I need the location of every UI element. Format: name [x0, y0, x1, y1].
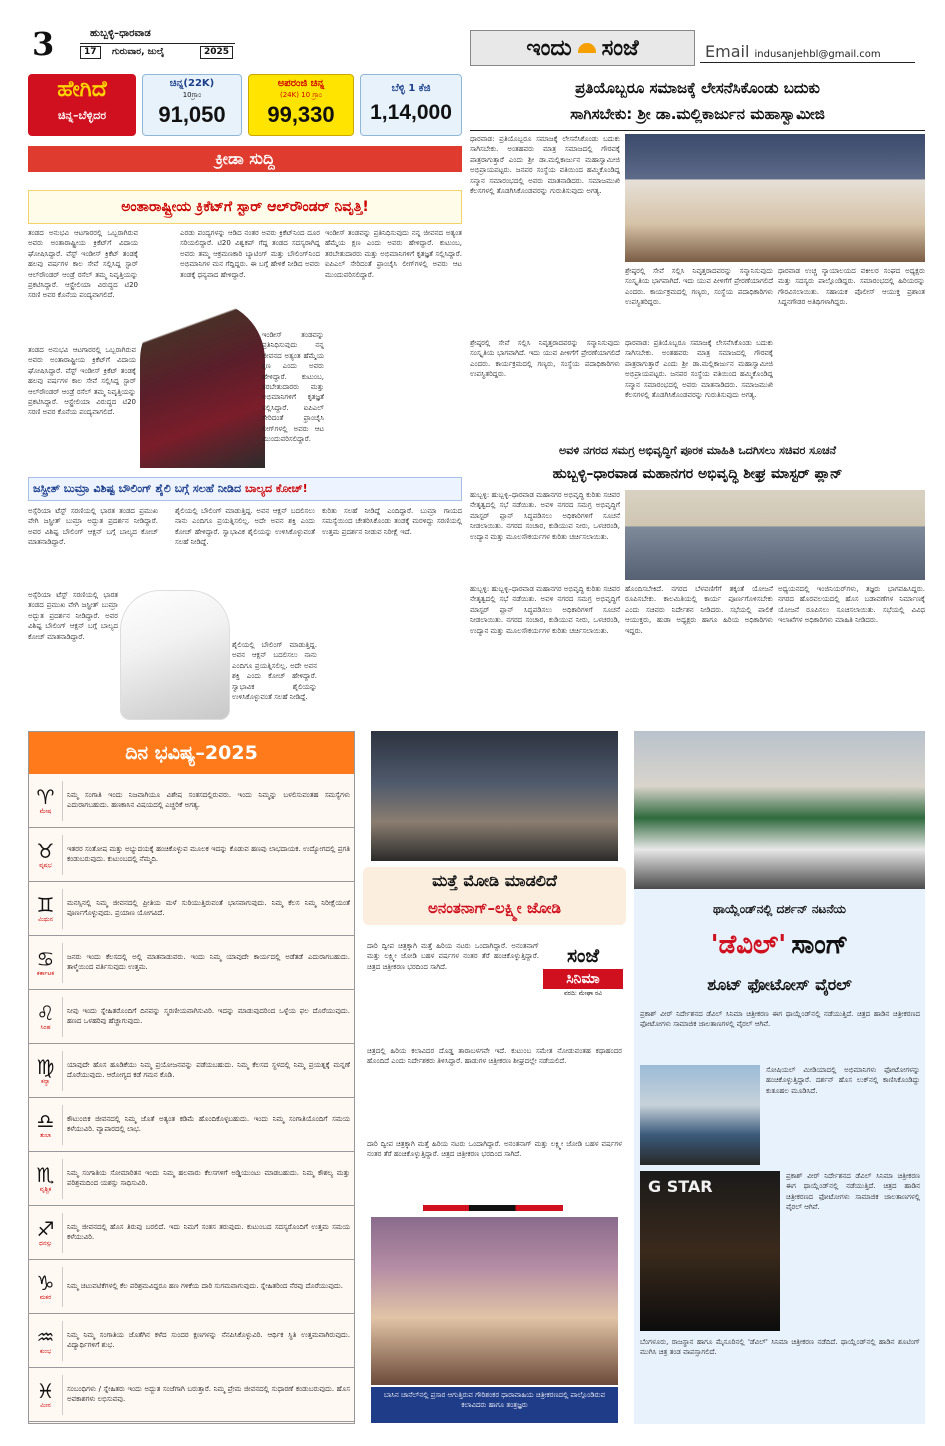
email-address[interactable]: indusanjehbl@gmail.com: [754, 49, 881, 60]
zodiac-sign-icon: [29, 781, 63, 821]
bumrah-headline-a: ಜಸ್ಪ್ರೀತ್ ಬುಮ್ರಾ ವಿಶಿಷ್ಟ ಬೌಲಿಂಗ್ ಶೈಲಿ ಬಗ್ಗೆ ಸಲಹೆ ನೀಡಿದ: [33, 482, 242, 495]
horoscope-row: [29, 1152, 354, 1206]
bumrah-col2: ಶೈಲಿಯಲ್ಲಿ ಬೌಲಿಂಗ್ ಮಾಡುತ್ತಿದ್ದ. ಅವನ ಆಕ್ಷನ್ ಬದಲಿಸಲು ನಾನು ಎಂದಿಗೂ ಪ್ರಯತ್ನಿಸಲಿಲ್ಲ. ಅದೇ ಅವನ ಶಕ್ತಿ ಎಂದು ಕೋಚ್ ಹೇಳಿದ್ದಾರೆ. ಸ್ವಾಭಾವಿಕ ಶೈಲಿಯನ್ನು ಉಳಿಸಿಕೊಳ್ಳುವಂತೆ ಸಲಹೆ ನೀಡಿದ್ದೆ.: [175, 507, 315, 547]
cinema-divider: [423, 1205, 563, 1211]
page-number: 3: [32, 25, 55, 63]
zodiac-prediction: ನೀವು ಇಂದು ಸ್ನೇಹಿತರೊಂದಿಗೆ ದಿನವನ್ನು ಸ್ಮರಣೀಯವಾಗಿಸುವಿರಿ. ಇದನ್ನು ಮಾಡುವುದರಿಂದ ಒಳ್ಳೆಯ ಫಲ ದೊರೆಯುವುದು. ಹಣದ ಒಳಹರಿವು ಹೆಚ್ಚಾಗುವುದು.: [67, 1007, 350, 1025]
zodiac-sign-icon: [29, 1267, 63, 1307]
devil-headline-q: 'ಡೆವಿಲ್': [710, 930, 787, 960]
bumrah-photo: [120, 590, 230, 720]
horoscope-row: [29, 1260, 354, 1314]
silver-value: 1,14,000: [370, 101, 452, 124]
sports-headline: [28, 190, 462, 224]
horoscope-row: [29, 1098, 354, 1152]
sports-banner-text: ಕ್ರೀಡಾ ಸುದ್ದಿ: [215, 149, 275, 168]
masterplan-col1-cont: ಹುಬ್ಬಳ್ಳಿ: ಹುಬ್ಬಳ್ಳಿ–ಧಾರವಾಡ ಮಹಾನಗರ ಅಭಿವೃದ್ಧಿ ಕುರಿತು ಸಚಿವರ ನೇತೃತ್ವದಲ್ಲಿ ಸಭೆ ನಡೆಯಿತು. ಅವಳಿ ನಗರದ ಸಮಗ್ರ ಅಭಿವೃದ್ಧಿಗೆ ಮಾಸ್ಟರ್ ಪ್ಲಾನ್ ಸಿದ್ಧಪಡಿಸಲು ಅಧಿಕಾರಿಗಳಿಗೆ ಸೂಚನೆ ನೀಡಲಾಯಿತು. ನಗರದ ಸಂಚಾರ, ಕುಡಿಯುವ ನೀರು, ಒಳಚರಂಡಿ, ಉದ್ಯಾನ ಮತ್ತು ಮೂಲಸೌಕರ್ಯಗಳ ಕುರಿತು ಚರ್ಚಿಸಲಾಯಿತು.: [470, 585, 620, 635]
zodiac-symbol: ♉: [36, 838, 55, 863]
cinema-headline-2: ಅನಂತನಾಗ್–ಲಕ್ಷ್ಮೀ ಜೋಡಿ: [428, 899, 561, 917]
horoscope-row: [29, 1368, 354, 1422]
horoscope-row: [29, 1206, 354, 1260]
horoscope-row: [29, 882, 354, 936]
zodiac-prediction: ನಿಮ್ಮ ಸಂಗಾತಿಯ ಸೋಮಾರಿತನ ಇಂದು ನಿಮ್ಮ ಹಲವಾರು ಕೆಲಸಗಳಿಗೆ ಅಡ್ಡಿಯುಂಟು ಮಾಡಬಹುದು. ನಿಮ್ಮ ಕೌಶಲ್ಯ ಮತ್ತು ಪರಿಶ್ರಮದಿಂದ ಯಶಸ್ಸು ಸಾಧಿಸುವಿರಿ.: [67, 1169, 350, 1187]
swamiji-headline-block: [470, 75, 925, 129]
zodiac-prediction: ನಿಮ್ಮ ಜೀವನದಲ್ಲಿ ಹೊಸ ತಿರುವು ಬರಲಿದೆ. ಇದು ನಿಮಗೆ ಸಂತಸ ತರುವುದು. ಕುಟುಂಬದ ಸದಸ್ಯರೊಂದಿಗೆ ಉತ್ತಮ ಸಮಯ ಕಳೆಯುವಿರಿ.: [67, 1223, 350, 1241]
zodiac-name: ಮಕರ: [39, 1293, 52, 1301]
swamiji-col3: ಧಾರವಾಡ ಉಚ್ಚ ನ್ಯಾಯಾಲಯದ ವಕೀಲರ ಸಂಘದ ಅಧ್ಯಕ್ಷರು ಮತ್ತು ಸದಸ್ಯರು ಪಾಲ್ಗೊಂಡಿದ್ದರು. ಸಮಾರಂಭದಲ್ಲಿ ಹಿರಿಯರನ್ನು ಗೌರವಿಸಲಾಯಿತು. ಸಹಾಯಕ ಪೊಲೀಸ್ ಆಯುಕ್ತ ಪ್ರಶಾಂತ ಸಿದ್ದನಗೌಡರ ಅತಿಥಿಗಳಾಗಿದ್ದರು.: [778, 267, 925, 307]
zodiac-sign-icon: [29, 1375, 63, 1415]
zodiac-symbol: ♒: [36, 1324, 55, 1349]
swamiji-col1-cont: ಶ್ರೇಷ್ಠರಲ್ಲಿ ಸೇವೆ ಸಲ್ಲಿಸಿ ನಿವೃತ್ತರಾದವರನ್ನು ಸನ್ಮಾನಿಸುವುದು ಸಂಸ್ಕೃತಿಯ ಭಾಗವಾಗಿದೆ. ಇದು ಯುವ ಪೀಳಿಗೆಗೆ ಪ್ರೇರಣೆಯಾಗಲಿದೆ ಎಂದರು. ಕಾರ್ಯಕ್ರಮದಲ್ಲಿ ಗಣ್ಯರು, ಸಂಸ್ಥೆಯ ಪದಾಧಿಕಾರಿಗಳು ಉಪಸ್ಥಿತರಿದ್ದರು.: [470, 339, 620, 379]
cinema-body-1: ದಾರಿ ದ್ವೀಪ ಚಿತ್ರಕ್ಕಾಗಿ ಮತ್ತೆ ಹಿರಿಯ ನಟರು ಒಂದಾಗಿದ್ದಾರೆ. ಅನಂತನಾಗ್ ಮತ್ತು ಲಕ್ಷ್ಮೀ ಜೋಡಿ ಬಹಳ ವರ್ಷಗಳ ನಂತರ ತೆರೆ ಹಂಚಿಕೊಳ್ಳುತ್ತಿದ್ದಾರೆ. ಚಿತ್ರದ ಚಿತ್ರೀಕರಣ ಭರದಿಂದ ಸಾಗಿದೆ.: [367, 942, 539, 971]
swamiji-headline-2: ಸಾಗಿಸಬೇಕು: ಶ್ರೀ ಡಾ.ಮಲ್ಲಿಕಾರ್ಜುನ ಮಹಾಸ್ವಾಮೀಜಿ: [570, 105, 825, 123]
silver-label: ಬೆಳ್ಳಿ 1 ಕೆಜಿ: [391, 83, 431, 94]
masterplan-headline-2: ಹುಬ್ಬಳ್ಳಿ–ಧಾರವಾಡ ಮಹಾನಗರ ಅಭಿವೃದ್ಧಿ ಶೀಘ್ರ ಮಾಸ್ಟರ್ ಪ್ಲಾನ್: [552, 466, 843, 482]
rates-title: [28, 74, 136, 136]
newspaper-logo: [470, 30, 695, 66]
date-day: 17: [80, 46, 101, 59]
zodiac-prediction: ಯಾವುದೇ ಹೊಸ ಹೂಡಿಕೆಯು ನಿಮ್ಮ ಪ್ರಯೋಜನವನ್ನು ಪಡೆಯಬಹುದು. ನಿಮ್ಮ ಕೆಲಸದ ಸ್ಥಳದಲ್ಲಿ ನಿಮ್ಮ ಪ್ರಯತ್ನಕ್ಕೆ ಮನ್ನಣೆ ದೊರೆಯುವುದು. ಆರೋಗ್ಯದ ಕಡೆ ಗಮನ ಕೊಡಿ.: [67, 1061, 350, 1079]
sanje-cinema-logo: [543, 943, 623, 1003]
zodiac-name: ಮೀನ: [40, 1401, 51, 1409]
cinema-logo-1: ಸಂಜೆ: [566, 945, 600, 967]
cinema-headline-box: [363, 867, 626, 925]
zodiac-symbol: ♋: [36, 946, 55, 971]
sports-col1-cont: ತಂಡದ ಅನುಭವಿ ಆಟಗಾರರಲ್ಲಿ ಒಬ್ಬರಾಗಿರುವ ಅವರು ಅಂತಾರಾಷ್ಟ್ರೀಯ ಕ್ರಿಕೆಟ್‌ಗೆ ವಿದಾಯ ಘೋಷಿಸಿದ್ದಾರೆ. ವೆಸ್ಟ್ ಇಂಡೀಸ್ ಕ್ರಿಕೆಟ್ ತಂಡಕ್ಕೆ ಹಲವು ವರ್ಷಗಳ ಕಾಲ ಸೇವೆ ಸಲ್ಲಿಸಿದ್ದ ಸ್ಟಾರ್ ಆಲ್‌ರೌಂಡರ್ ಆಂಡ್ರೆ ರಸೆಲ್ ತಮ್ಮ ನಿವೃತ್ತಿಯನ್ನು ಪ್ರಕಟಿಸಿದ್ದಾರೆ. ಆಸ್ಟ್ರೇಲಿಯಾ ವಿರುದ್ಧದ ಟಿ20 ಸರಣಿ ಅವರ ಕೊನೆಯ ಪಂದ್ಯವಾಗಲಿದೆ.: [28, 346, 136, 417]
horoscope-panel: [28, 731, 355, 1424]
zodiac-symbol: ♑: [36, 1270, 55, 1295]
zodiac-sign-icon: [29, 1213, 63, 1253]
zodiac-symbol: ♌: [36, 1000, 55, 1025]
devil-group-photo: [634, 731, 925, 889]
devil-poster-text: G STAR: [648, 1177, 713, 1196]
horoscope-row: [29, 936, 354, 990]
sports-col1: ತಂಡದ ಅನುಭವಿ ಆಟಗಾರರಲ್ಲಿ ಒಬ್ಬರಾಗಿರುವ ಅವರು ಅಂತಾರಾಷ್ಟ್ರೀಯ ಕ್ರಿಕೆಟ್‌ಗೆ ವಿದಾಯ ಘೋಷಿಸಿದ್ದಾರೆ. ವೆಸ್ಟ್ ಇಂಡೀಸ್ ಕ್ರಿಕೆಟ್ ತಂಡಕ್ಕೆ ಹಲವು ವರ್ಷಗಳ ಕಾಲ ಸೇವೆ ಸಲ್ಲಿಸಿದ್ದ ಸ್ಟಾರ್ ಆಲ್‌ರೌಂಡರ್ ಆಂಡ್ರೆ ರಸೆಲ್ ತಮ್ಮ ನಿವೃತ್ತಿಯನ್ನು ಪ್ರಕಟಿಸಿದ್ದಾರೆ. ಆಸ್ಟ್ರೇಲಿಯಾ ವಿರುದ್ಧದ ಟಿ20 ಸರಣಿ ಅವರ ಕೊನೆಯ ಪಂದ್ಯವಾಗಲಿದೆ.: [28, 229, 138, 300]
horoscope-row: [29, 1044, 354, 1098]
devil-headline-rest: ಸಾಂಗ್: [791, 930, 849, 960]
zodiac-name: ಮೇಷ: [39, 807, 52, 815]
bumrah-col3: ಕುರಿತು ಸಲಹೆ ನೀಡಿದ್ದೆ ಎಂದಿದ್ದಾರೆ. ಬುಮ್ರಾ ಗಾಯದ ಸಮಸ್ಯೆಯಿಂದ ಚೇತರಿಸಿಕೊಂಡು ತಂಡಕ್ಕೆ ಮರಳಿದ್ದು ಸರಣಿಯಲ್ಲಿ ಉತ್ತಮ ಪ್ರದರ್ಶನ ನೀಡುವ ನಿರೀಕ್ಷೆ ಇದೆ.: [322, 507, 462, 536]
horoscope-row: [29, 1314, 354, 1368]
logo-left-text: ಇಂದು: [526, 35, 572, 61]
sun-icon: [578, 43, 596, 53]
gold-22k-value: 91,050: [158, 102, 226, 127]
zodiac-sign-icon: [29, 1159, 63, 1199]
horoscope-row: [29, 774, 354, 828]
bumrah-col2-cont: ಶೈಲಿಯಲ್ಲಿ ಬೌಲಿಂಗ್ ಮಾಡುತ್ತಿದ್ದ. ಅವನ ಆಕ್ಷನ್ ಬದಲಿಸಲು ನಾನು ಎಂದಿಗೂ ಪ್ರಯತ್ನಿಸಲಿಲ್ಲ. ಅದೇ ಅವನ ಶಕ್ತಿ ಎಂದು ಕೋಚ್ ಹೇಳಿದ್ದಾರೆ. ಸ್ವಾಭಾವಿಕ ಶೈಲಿಯನ್ನು ಉಳಿಸಿಕೊಳ್ಳುವಂತೆ ಸಲಹೆ ನೀಡಿದ್ದೆ.: [232, 641, 317, 702]
zodiac-name: ವೃಶ್ಚಿಕ: [39, 1185, 52, 1193]
swamiji-event-photo: [625, 134, 925, 262]
gold-24k-sub: (24K) 10 ಗ್ರಾಂ: [280, 91, 322, 99]
zodiac-prediction: ಮನಸ್ಸಿನಲ್ಲಿ ನಿಮ್ಮ ಜೀವನದಲ್ಲಿ ಪ್ರೀತಿಯ ಮಳೆ ಸುರಿಯುತ್ತಿರುವಂತೆ ಭಾಸವಾಗುವುದು. ನಿಮ್ಮ ಕೆಲಸ ನಿಮ್ಮ ನಿರೀಕ್ಷೆಯಂತೆ ಪೂರ್ಣಗೊಳ್ಳುವುದು. ಪ್ರಯಾಣ ಯೋಗವಿದೆ.: [67, 899, 350, 917]
zodiac-sign-icon: [29, 889, 63, 929]
rates-title-line2: ಚಿನ್ನ–ಬೆಳ್ಳಿದರ: [57, 109, 107, 122]
zodiac-name: ಧನಸ್ಸು: [39, 1239, 52, 1247]
email-block: [705, 42, 881, 61]
gold-22k-sub: 10ಗ್ರಾಂ: [182, 91, 202, 99]
bumrah-col1-cont: ಅಸ್ಸೆರಿಯಾ ಟೆಸ್ಟ್ ಸರಣಿಯಲ್ಲಿ ಭಾರತ ತಂಡದ ಪ್ರಮುಖ ವೇಗಿ ಜಸ್ಪ್ರೀತ್ ಬುಮ್ರಾ ಅದ್ಭುತ ಪ್ರದರ್ಶನ ನೀಡಿದ್ದಾರೆ. ಅವರ ವಿಶಿಷ್ಟ ಬೌಲಿಂಗ್ ಆಕ್ಷನ್ ಬಗ್ಗೆ ಬಾಲ್ಯದ ಕೋಚ್ ಮಾತನಾಡಿದ್ದಾರೆ.: [28, 591, 118, 641]
zodiac-name: ಕುಂಭ: [39, 1347, 52, 1355]
gold-22k-box: [142, 74, 242, 136]
devil-photo-1: [640, 1065, 760, 1165]
horoscope-list: [29, 774, 354, 1422]
silver-box: [360, 74, 462, 136]
date-text: ಗುರುವಾರ, ಜುಲೈ: [112, 47, 165, 57]
cinema-body-3: ದಾರಿ ದ್ವೀಪ ಚಿತ್ರಕ್ಕಾಗಿ ಮತ್ತೆ ಹಿರಿಯ ನಟರು ಒಂದಾಗಿದ್ದಾರೆ. ಅನಂತನಾಗ್ ಮತ್ತು ಲಕ್ಷ್ಮೀ ಜೋಡಿ ಬಹಳ ವರ್ಷಗಳ ನಂತರ ತೆರೆ ಹಂಚಿಕೊಳ್ಳುತ್ತಿದ್ದಾರೆ. ಚಿತ್ರದ ಚಿತ್ರೀಕರಣ ಭರದಿಂದ ಸಾಗಿದೆ.: [367, 1140, 622, 1159]
horoscope-title: ದಿನ ಭವಿಷ್ಯ–2025: [125, 742, 258, 764]
gold-24k-label: ಅಪರಂಜಿ ಚಿನ್ನ: [277, 78, 325, 89]
horoscope-row: [29, 828, 354, 882]
zodiac-sign-icon: [29, 1105, 63, 1145]
gold-24k-value: 99,330: [267, 102, 335, 127]
devil-kicker: ಥಾಯ್ಲೆಂಡ್‌ನಲ್ಲಿ ದರ್ಶನ್ ನಟನೆಯ: [713, 902, 846, 916]
swamiji-col2-cont: ಧಾರವಾಡ: ಪ್ರತಿಯೊಬ್ಬರೂ ಸಮಾಜಕ್ಕೆ ಲೇಸನೆಸಿಕೊಂಡು ಬದುಕು ಸಾಗಿಸಬೇಕು. ಅಂತಹವರು ಮಾತ್ರ ಸಮಾಜದಲ್ಲಿ ಗೌರವಕ್ಕೆ ಪಾತ್ರರಾಗುತ್ತಾರೆ ಎಂದು ಶ್ರೀ ಡಾ.ಮಲ್ಲಿಕಾರ್ಜುನ ಮಹಾಸ್ವಾಮೀಜಿ ಅಭಿಪ್ರಾಯಪಟ್ಟರು. ಜನಪರ ಸಂಸ್ಥೆಯ ವತಿಯಿಂದ ಹಮ್ಮಿಕೊಂಡಿದ್ದ ಸನ್ಮಾನ ಸಮಾರಂಭದಲ್ಲಿ ಅವರು ಮಾತನಾಡಿದರು. ಸಮಾಜಮುಖಿ ಕೆಲಸಗಳಲ್ಲಿ ತೊಡಗಿಸಿಕೊಂಡವರನ್ನು ಗುರುತಿಸುವುದು ಅಗತ್ಯ.: [625, 339, 773, 400]
sports-banner: [28, 146, 462, 172]
zodiac-prediction: ಇತರರ ಸಂತೋಷ ಮತ್ತು ಅಭ್ಯುದಯಕ್ಕೆ ಹಂಚಿಕೊಳ್ಳುವ ಮೂಲಕ ಇದನ್ನು ಕೊಡುವ ಹಣವು ಲಾಭದಾಯಕ. ಉದ್ಯೋಗದಲ್ಲಿ ಪ್ರಗತಿ ಕಂಡುಬರುವುದು. ಕುಟುಂಬದಲ್ಲಿ ನೆಮ್ಮದಿ.: [67, 845, 350, 863]
swamiji-col2: ಶ್ರೇಷ್ಠರಲ್ಲಿ ಸೇವೆ ಸಲ್ಲಿಸಿ ನಿವೃತ್ತರಾದವರನ್ನು ಸನ್ಮಾನಿಸುವುದು ಸಂಸ್ಕೃತಿಯ ಭಾಗವಾಗಿದೆ. ಇದು ಯುವ ಪೀಳಿಗೆಗೆ ಪ್ರೇರಣೆಯಾಗಲಿದೆ ಎಂದರು. ಕಾರ್ಯಕ್ರಮದಲ್ಲಿ ಗಣ್ಯರು, ಸಂಸ್ಥೆಯ ಪದಾಧಿಕಾರಿಗಳು ಉಪಸ್ಥಿತರಿದ್ದರು.: [625, 267, 773, 307]
zodiac-symbol: ♏: [36, 1162, 55, 1187]
logo-right-text: ಸಂಜೆ: [601, 35, 639, 61]
devil-panel: [634, 731, 925, 1424]
zodiac-prediction: ಜನರು ಇಂದು ಕೆಲಸದಲ್ಲಿ ಅಲ್ಲಿ ಮಾತನಾಡುವರು. ಇಂದು ನಿಮ್ಮ ಯಾವುದೇ ಕಾರ್ಯದಲ್ಲಿ ಅಡೆತಡೆ ಎದುರಾಗಬಹುದು. ತಾಳ್ಮೆಯಿಂದ ವರ್ತಿಸುವುದು ಉತ್ತಮ.: [67, 953, 350, 971]
swamiji-col1: ಧಾರವಾಡ: ಪ್ರತಿಯೊಬ್ಬರೂ ಸಮಾಜಕ್ಕೆ ಲೇಸನೆಸಿಕೊಂಡು ಬದುಕು ಸಾಗಿಸಬೇಕು. ಅಂತಹವರು ಮಾತ್ರ ಸಮಾಜದಲ್ಲಿ ಗೌರವಕ್ಕೆ ಪಾತ್ರರಾಗುತ್ತಾರೆ ಎಂದು ಶ್ರೀ ಡಾ.ಮಲ್ಲಿಕಾರ್ಜುನ ಮಹಾಸ್ವಾಮೀಜಿ ಅಭಿಪ್ರಾಯಪಟ್ಟರು. ಜನಪರ ಸಂಸ್ಥೆಯ ವತಿಯಿಂದ ಹಮ್ಮಿಕೊಂಡಿದ್ದ ಸನ್ಮಾನ ಸಮಾರಂಭದಲ್ಲಿ ಅವರು ಮಾತನಾಡಿದರು. ಸಮಾಜಮುಖಿ ಕೆಲಸಗಳಲ್ಲಿ ತೊಡಗಿಸಿಕೊಂಡವರನ್ನು ಗುರುತಿಸುವುದು ಅಗತ್ಯ.: [470, 135, 620, 196]
devil-poster: [640, 1171, 780, 1331]
sports-col3: ಇಂಡೀಸ್ ತಂಡವನ್ನು ಪ್ರತಿನಿಧಿಸುವುದು ನನ್ನ ಜೀವನದ ಅತ್ಯಂತ ಹೆಮ್ಮೆಯ ಕ್ಷಣ ಎಂದು ಅವರು ಹೇಳಿದ್ದಾರೆ. ಕುಟುಂಬ, ತರಬೇತುದಾರರು ಮತ್ತು ಅಭಿಮಾನಿಗಳಿಗೆ ಕೃತಜ್ಞತೆ ಸಲ್ಲಿಸಿದ್ದಾರೆ. ಐಪಿಎಲ್ ಸೇರಿದಂತೆ ಫ್ರಾಂಚೈಸಿ ಲೀಗ್‌ಗಳಲ್ಲಿ ಅವರು ಆಟ ಮುಂದುವರಿಸಲಿದ್ದಾರೆ.: [325, 229, 462, 279]
zodiac-symbol: ♈: [36, 784, 55, 809]
zodiac-prediction: ನಿಮ್ಮ ಚಟುವಟಿಕೆಗಳಲ್ಲಿ ಕೆಲ ಪರಿಶ್ರಮವಿದ್ದರೂ ಹಣ ಗಳಿಕೆಯ ದಾರಿ ಸುಗಮವಾಗುವುದು. ಸ್ನೇಹಿತರಿಂದ ನೆರವು ದೊರೆಯುವುದು.: [67, 1281, 343, 1290]
sports-col4: ಇಂಡೀಸ್ ತಂಡವನ್ನು ಪ್ರತಿನಿಧಿಸುವುದು ನನ್ನ ಜೀವನದ ಅತ್ಯಂತ ಹೆಮ್ಮೆಯ ಕ್ಷಣ ಎಂದು ಅವರು ಹೇಳಿದ್ದಾರೆ. ಕುಟುಂಬ, ತರಬೇತುದಾರರು ಮತ್ತು ಅಭಿಮಾನಿಗಳಿಗೆ ಕೃತಜ್ಞತೆ ಸಲ್ಲಿಸಿದ್ದಾರೆ. ಐಪಿಎಲ್ ಸೇರಿದಂತೆ ಫ್ರಾಂಚೈಸಿ ಲೀಗ್‌ಗಳಲ್ಲಿ ಅವರು ಆಟ ಮುಂದುವರಿಸಲಿದ್ದಾರೆ.: [262, 331, 324, 444]
masterplan-col1: ಹುಬ್ಬಳ್ಳಿ: ಹುಬ್ಬಳ್ಳಿ–ಧಾರವಾಡ ಮಹಾನಗರ ಅಭಿವೃದ್ಧಿ ಕುರಿತು ಸಚಿವರ ನೇತೃತ್ವದಲ್ಲಿ ಸಭೆ ನಡೆಯಿತು. ಅವಳಿ ನಗರದ ಸಮಗ್ರ ಅಭಿವೃದ್ಧಿಗೆ ಮಾಸ್ಟರ್ ಪ್ಲಾನ್ ಸಿದ್ಧಪಡಿಸಲು ಅಧಿಕಾರಿಗಳಿಗೆ ಸೂಚನೆ ನೀಡಲಾಯಿತು. ನಗರದ ಸಂಚಾರ, ಕುಡಿಯುವ ನೀರು, ಒಳಚರಂಡಿ, ಉದ್ಯಾನ ಮತ್ತು ಮೂಲಸೌಕರ್ಯಗಳ ಕುರಿತು ಚರ್ಚಿಸಲಾಯಿತು.: [470, 491, 620, 541]
zodiac-symbol: ♐: [36, 1216, 55, 1241]
zodiac-prediction: ಕೌಟುಂಬಿಕ ಜೀವನದಲ್ಲಿ ನಿಮ್ಮ ಜೊತೆ ಅತ್ಯಂತ ಕಡಿಮೆ ಹೊಂದಿಕೊಳ್ಳಬಹುದು. ಇಂದು ನಿಮ್ಮ ಸಂಗಾತಿಯೊಂದಿಗೆ ಸಮಯ ಕಳೆಯುವಿರಿ. ವ್ಯಾಪಾರದಲ್ಲಿ ಲಾಭ.: [67, 1115, 350, 1133]
cinema-panel: [363, 731, 626, 1424]
cinema-headline-1: ಮತ್ತೆ ಮೋಡಿ ಮಾಡಲಿದೆ: [432, 871, 557, 890]
cinema-group-photo: [371, 731, 618, 861]
zodiac-sign-icon: [29, 943, 63, 983]
zodiac-name: ತುಲಾ: [39, 1131, 52, 1139]
zodiac-prediction: ನಿಮ್ಮ ಸಂಗಾತಿ ಇಂದು ನಿಜವಾಗಿಯೂ ವಿಶೇಷ ಸಂತಸದಲ್ಲಿರುವರು. ಇಂದು ನಿಮ್ಮನ್ನು ಬಳಲಿಸುವಂತಹ ಸಮಸ್ಯೆಗಳು ಎದುರಾಗಬಹುದು. ಹಣಕಾಸಿನ ವಿಷಯದಲ್ಲಿ ಎಚ್ಚರಿಕೆ ಅಗತ್ಯ.: [67, 791, 350, 809]
zodiac-sign-icon: [29, 997, 63, 1037]
serial-cast-photo: [371, 1217, 618, 1385]
zodiac-name: ಮಿಥುನ: [38, 915, 53, 923]
cinema-byline: ವರದಿ: ಮೇಘಾ ರವಿ: [563, 990, 603, 997]
zodiac-prediction: ಸಂಬಂಧಿಗಳು / ಸ್ನೇಹಿತರು ಇಂದು ಅದ್ಭುತ ಸಂಜೆಗಾಗಿ ಬರುತ್ತಾರೆ. ನಿಮ್ಮ ಪ್ರೇಮ ಜೀವನದಲ್ಲಿ ಸುಧಾರಣೆ ಕಂಡುಬರುವುದು. ಹೊಸ ಅವಕಾಶಗಳು ಲಭಿಸುವವು.: [67, 1385, 350, 1403]
devil-headline: [634, 925, 925, 968]
masthead: [0, 0, 945, 72]
sports-col2: ಎರಡು ಪಂದ್ಯಗಳನ್ನು ಆಡಿದ ನಂತರ ಅವರು ಕ್ರಿಕೆಟ್‌ನಿಂದ ದೂರ ಸರಿಯಲಿದ್ದಾರೆ. ಟಿ20 ವಿಶ್ವಕಪ್ ಗೆದ್ದ ತಂಡದ ಸದಸ್ಯರಾಗಿದ್ದ ಅವರು ತಮ್ಮ ಆಕ್ರಮಣಕಾರಿ ಬ್ಯಾಟಿಂಗ್ ಮತ್ತು ಬೌಲಿಂಗ್‌ನಿಂದ ಅಭಿಮಾನಿಗಳ ಮನ ಗೆದ್ದಿದ್ದರು. ಈ ಬಗ್ಗೆ ಹೇಳಿಕೆ ನೀಡಿದ ಅವರು ತಂಡಕ್ಕೆ ಧನ್ಯವಾದ ಹೇಳಿದ್ದಾರೆ.: [180, 229, 320, 279]
bumrah-col1: ಅಸ್ಸೆರಿಯಾ ಟೆಸ್ಟ್ ಸರಣಿಯಲ್ಲಿ ಭಾರತ ತಂಡದ ಪ್ರಮುಖ ವೇಗಿ ಜಸ್ಪ್ರೀತ್ ಬುಮ್ರಾ ಅದ್ಭುತ ಪ್ರದರ್ಶನ ನೀಡಿದ್ದಾರೆ. ಅವರ ವಿಶಿಷ್ಟ ಬೌಲಿಂಗ್ ಆಕ್ಷನ್ ಬಗ್ಗೆ ಬಾಲ್ಯದ ಕೋಚ್ ಮಾತನಾಡಿದ್ದಾರೆ.: [28, 507, 158, 547]
cinema-logo-2: ಸಿನಿಮಾ: [543, 969, 623, 989]
masterplan-col3: ಅಧ್ಯಯನದಲ್ಲಿ ಇಂಜಿನಿಯರ್‌ಗಳು, ತಜ್ಞರು ಭಾಗವಹಿಸಿದ್ದರು. ನಗರದ ಹೊರವಲಯದಲ್ಲಿ ಹೊಸ ಬಡಾವಣೆಗಳ ನಿರ್ಮಾಣಕ್ಕೆ ಯೋಜನೆ ರೂಪಿಸಲು ಸೂಚಿಸಲಾಯಿತು. ಸಭೆಯಲ್ಲಿ ವಿವಿಧ ಇಲಾಖೆಗಳ ಅಧಿಕಾರಿಗಳು ಮಾಹಿತಿ ನೀಡಿದರು.: [778, 585, 925, 625]
location-label: ಹುಬ್ಬಳ್ಳಿ–ಧಾರವಾಡ: [90, 28, 151, 39]
serial-caption: ಬಾಸಿನ ಚಾನೆಲ್‌ನಲ್ಲಿ ಪ್ರಸಾರ ಆಗುತ್ತಿರುವ ಗೌರಿಶಂಕರ ಧಾರಾವಾಹಿಯ ಚಿತ್ರೀಕರಣದಲ್ಲಿ ಪಾಲ್ಗೊಂಡಿರುವ ಕಲಾವಿದರು ಹಾಗೂ ತಂತ್ರಜ್ಞರು: [371, 1387, 618, 1423]
zodiac-sign-icon: [29, 835, 63, 875]
devil-body-2: ಸೋಷಿಯಲ್ ಮೀಡಿಯಾದಲ್ಲಿ ಅಭಿಮಾನಿಗಳು ಫೋಟೋಗಳನ್ನು ಹಂಚಿಕೊಳ್ಳುತ್ತಿದ್ದಾರೆ. ದರ್ಶನ್ ಹೊಸ ಲುಕ್‌ನಲ್ಲಿ ಕಾಣಿಸಿಕೊಂಡಿದ್ದು ಕುತೂಹಲ ಮೂಡಿಸಿದೆ.: [766, 1066, 920, 1095]
date-year: 2025: [200, 46, 233, 59]
swamiji-headline-1: ಪ್ರತಿಯೊಬ್ಬರೂ ಸಮಾಜಕ್ಕೆ ಲೇಸನೆಸಿಕೊಂಡು ಬದುಕು: [575, 79, 820, 97]
gold-24k-box: [248, 74, 354, 136]
horoscope-row: [29, 990, 354, 1044]
rates-title-line1: ಹೇಗಿದೆ: [57, 77, 107, 102]
devil-body-2-cont: ಪ್ರಕಾಶ್ ವೀರ್ ನಿರ್ದೇಶನದ ಡೆವಿಲ್ ಸಿನಿಮಾ ಚಿತ್ರೀಕರಣ ಈಗ ಥಾಯ್ಲೆಂಡ್‌ನಲ್ಲಿ ನಡೆಯುತ್ತಿದೆ. ಚಿತ್ರದ ಹಾಡಿನ ಚಿತ್ರೀಕರಣದ ಫೋಟೋಗಳು ಸಾಮಾಜಿಕ ಜಾಲತಾಣಗಳಲ್ಲಿ ವೈರಲ್ ಆಗಿವೆ.: [786, 1172, 920, 1212]
zodiac-sign-icon: [29, 1051, 63, 1091]
zodiac-prediction: ನಿಮ್ಮ ನಿಮ್ಮ ಸಂಗಾತಿಯ ಜೊತೆಗಿನ ಕಳೆದ ಸುಂದರ ಕ್ಷಣಗಳನ್ನು ನೆನಪಿಸಿಕೊಳ್ಳುವಿರಿ. ಆರ್ಥಿಕ ಸ್ಥಿತಿ ಉತ್ತಮವಾಗಿರುವುದು. ವಿದ್ಯಾರ್ಥಿಗಳಿಗೆ ಶುಭ.: [67, 1331, 350, 1349]
masterplan-col2: ಹೊಂದಿಸಬೇಕಿದೆ. ನಗರದ ಬೆಳವಣಿಗೆಗೆ ತಕ್ಕಂತೆ ಯೋಜನೆ ರೂಪಿಸಬೇಕು. ಕಾಲಮಿತಿಯಲ್ಲಿ ಕಾರ್ಯ ಪೂರ್ಣಗೊಳಿಸಬೇಕು ಎಂದು ಸಚಿವರು ನಿರ್ದೇಶನ ನೀಡಿದರು. ಸಭೆಯಲ್ಲಿ ಪಾಲಿಕೆ ಆಯುಕ್ತರು, ಹುಡಾ ಅಧ್ಯಕ್ಷರು ಹಾಗೂ ಹಿರಿಯ ಅಧಿಕಾರಿಗಳು ಇದ್ದರು.: [625, 585, 773, 635]
devil-body-1: ಪ್ರಕಾಶ್ ವೀರ್ ನಿರ್ದೇಶನದ ಡೆವಿಲ್ ಸಿನಿಮಾ ಚಿತ್ರೀಕರಣ ಈಗ ಥಾಯ್ಲೆಂಡ್‌ನಲ್ಲಿ ನಡೆಯುತ್ತಿದೆ. ಚಿತ್ರದ ಹಾಡಿನ ಚಿತ್ರೀಕರಣದ ಫೋಟೋಗಳು ಸಾಮಾಜಿಕ ಜಾಲತಾಣಗಳಲ್ಲಿ ವೈರಲ್ ಆಗಿವೆ.: [640, 1010, 920, 1029]
zodiac-symbol: ♍: [36, 1054, 55, 1079]
zodiac-symbol: ♎: [36, 1108, 55, 1133]
meeting-photo: [625, 490, 925, 580]
sports-headline-text: ಅಂತಾರಾಷ್ಟ್ರೀಯ ಕ್ರಿಕೆಟ್‌ಗೆ ಸ್ಟಾರ್ ಆಲ್‌ರೌಂಡರ್ ನಿವೃತ್ತಿ!: [121, 199, 369, 215]
bumrah-headline: [28, 477, 462, 501]
cinema-body-2: ಚಿತ್ರದಲ್ಲಿ ಹಿರಿಯ ಕಲಾವಿದರ ದೊಡ್ಡ ತಾರಾಬಳಗವೇ ಇದೆ. ಕುಟುಂಬ ಸಮೇತ ನೋಡುವಂತಹ ಕಥಾಹಂದರ ಹೊಂದಿದೆ ಎಂದು ನಿರ್ದೇಶಕರು ತಿಳಿಸಿದ್ದಾರೆ. ಹಾಡುಗಳ ಚಿತ್ರೀಕರಣ ಶೀಘ್ರದಲ್ಲೇ ನಡೆಯಲಿದೆ.: [367, 1047, 622, 1066]
devil-headline-2: ಶೂಟ್ ಫೋಟೋಸ್ ವೈರಲ್: [707, 975, 852, 994]
devil-body-3: ಬೆಂಗಳೂರು, ರಾಜಸ್ಥಾನ ಹಾಗೂ ಮೈಸೂರಿನಲ್ಲಿ 'ಡೆವಿಲ್' ಸಿನಿಮಾ ಚಿತ್ರೀಕರಣ ನಡೆದಿದೆ. ಥಾಯ್ಲೆಂಡ್‌ನಲ್ಲಿ ಹಾಡಿನ ಶೂಟಿಂಗ್ ಮುಗಿಸಿ ಚಿತ್ರ ತಂಡ ವಾಪಸ್ಸಾಗಲಿದೆ.: [640, 1338, 920, 1357]
zodiac-symbol: ♓: [36, 1378, 55, 1403]
masterplan-headline-1: ಅವಳಿ ನಗರದ ಸಮಗ್ರ ಅಭಿವೃದ್ಧಿಗೆ ಪೂರಕ ಮಾಹಿತಿ ಒದಗಿಸಲು ಸಚಿವರ ಸೂಚನೆ: [558, 444, 837, 457]
bumrah-headline-b: ಬಾಲ್ಯದ ಕೋಚ್!: [244, 482, 308, 495]
email-label: Email: [705, 42, 750, 61]
cricketer-photo: [140, 300, 265, 468]
zodiac-name: ವೃಷಭ: [39, 861, 52, 869]
zodiac-name: ಕರ್ಕಾಟಕ: [36, 969, 55, 977]
rates-panel: [28, 74, 462, 136]
zodiac-sign-icon: [29, 1321, 63, 1361]
gold-22k-label: ಚಿನ್ನ(22K): [169, 78, 215, 89]
zodiac-name: ಕನ್ಯಾ: [41, 1077, 50, 1085]
zodiac-symbol: ♊: [36, 892, 55, 917]
zodiac-name: ಸಿಂಹ: [40, 1023, 51, 1031]
horoscope-header: [29, 732, 354, 774]
